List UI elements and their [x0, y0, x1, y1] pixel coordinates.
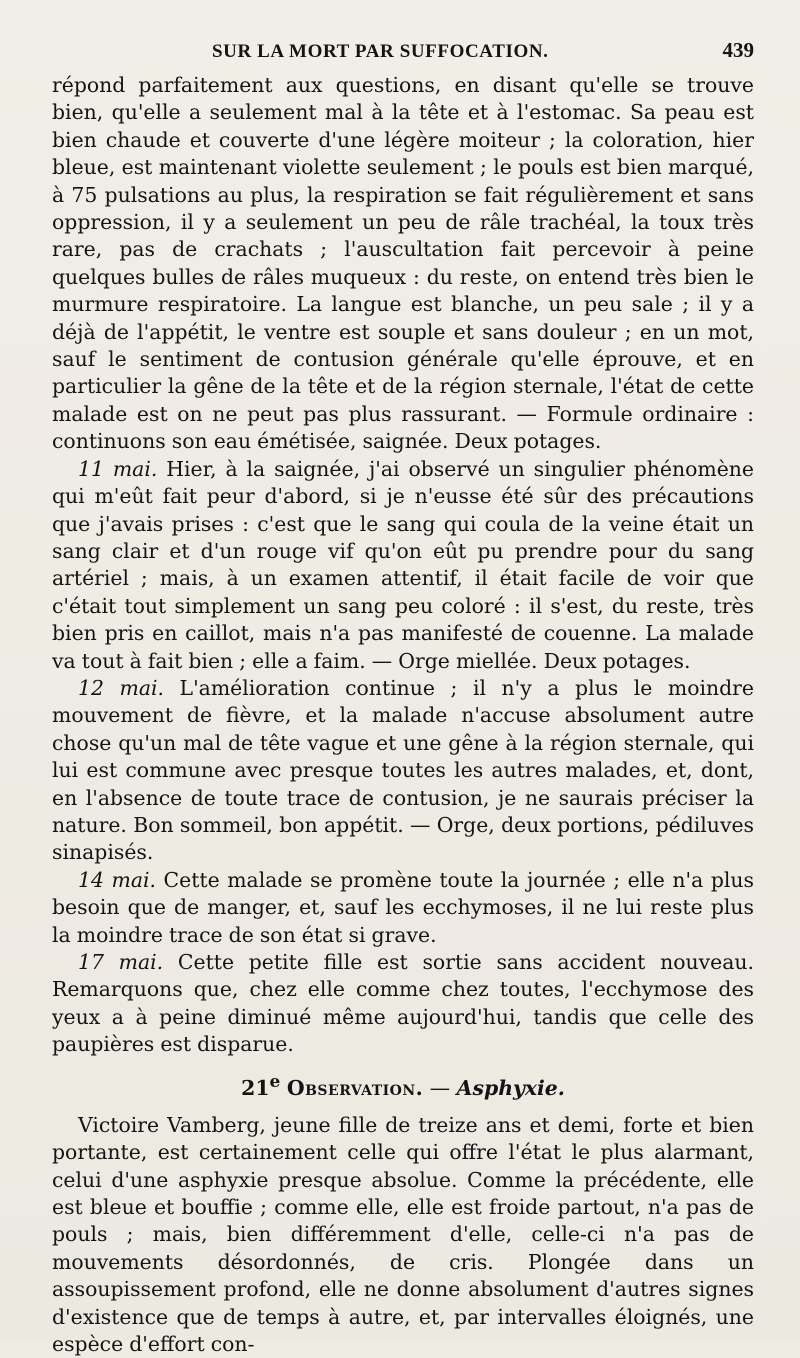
page-number: 439 — [722, 38, 754, 62]
entry-text: Cette malade se promène toute la journée ; elle n'a plus besoin que de manger, et, sauf les ecchymoses, il ne lui reste plus la moindre trace de son état si grave. — [52, 867, 755, 947]
paragraph-continued: répond parfaitement aux questions, en disant qu'elle se trouve bien, qu'elle a seulement mal à la tête et à l'estomac. Sa peau est bien chaude et couverte d'une légère moiteur ; la coloration, hier bleue, est maintenant violette seulement ; le pouls est bien marqué, à 75 pulsations au plus, la respiration se fait régulièrement et sans oppression, il y a seulement un peu de râle trachéal, la toux très rare, pas de crachats ; l'auscultation fait percevoir à peine quelques bulles de râles muqueux : du reste, on entend très bien le murmure respiratoire. La langue est blanche, un peu sale ; il y a déjà de l'appétit, le ventre est souple et sans douleur ; en un mot, sauf le sentiment de contusion générale qu'elle éprouve, et en particulier la gêne de la tête et de la région sternale, l'état de cette malade est on ne peut pas plus rassurant. — Formule ordinaire : continuons son eau émétisée, saignée. Deux potages. — [52, 73, 754, 454]
observation-subject: Asphyxie. — [456, 1075, 565, 1100]
entry-text: Cette petite fille est sortie sans accident nouveau. Remarquons que, chez elle comme chez toutes, l'ecchymose des yeux a à peine diminué même aujourd'hui, tandis que celle des paupières est disparue. — [52, 950, 754, 1057]
body-text — [52, 72, 754, 1358]
paragraph-observation-21: Victoire Vamberg, jeune fille de treize ans et demi, forte et bien portante, est certainement celle qui offre l'état le plus alarmant, celui d'une asphyxie presque absolue. Comme la précédente, elle est bleue et bouffie ; comme elle, elle est froide partout, n'a pas de pouls ; mais, bien différemment d'elle, celle-ci n'a pas de mouvements désordonnés, de cris. Plongée dans un assoupissement profond, elle ne donne absolument d'autres signes d'existence que de temps à autre, et, par intervalles éloignés, une espèce d'effort con- — [52, 1112, 754, 1357]
observation-number: 21 — [241, 1075, 270, 1100]
entry-text: L'amélioration continue ; il n'y a plus le moindre mouvement de fièvre, et la malade n'accuse absolument autre chose qu'un mal de tête vague et une gêne à la région sternale, qui lui est commune avec presque toutes les autres malades, et, dont, en l'absence de toute trace de contusion, je ne saurais préciser la nature. Bon sommeil, bon appétit. — Orge, deux portions, pédiluves sinapisés. — [52, 675, 754, 865]
paragraph-entry-17-mai — [52, 949, 754, 1059]
entry-date: 17 mai. — [78, 950, 164, 974]
paragraph-entry-12-mai — [52, 675, 754, 867]
entry-date: 12 mai. — [78, 675, 164, 700]
running-head — [212, 38, 754, 72]
observation-label: Observation. — [286, 1075, 424, 1100]
observation-heading — [52, 1069, 754, 1102]
entry-text: Hier, à la saignée, j'ai observé un singulier phénomène qui m'eût fait peur d'abord, si je n'eusse été sûr des précautions que j'avais prises : c'est que le sang qui coula de la veine était un sang clair et d'un rouge vif qu'on eût pu prendre pour du sang artériel ; mais, à un examen attentif, il était facile de voir que c'était tout simplement un sang peu coloré : il s'est, du reste, très bien pris en caillot, mais n'a pas manifesté de couenne. La malade va tout à fait bien ; elle a faim. — Orge miellée. Deux potages. — [52, 456, 755, 673]
entry-date: 14 mai. — [78, 867, 156, 892]
paragraph-entry-11-mai — [52, 456, 754, 675]
observation-dash: — — [423, 1075, 457, 1100]
observation-number-suffix: e — [269, 1071, 281, 1092]
entry-date: 11 mai. — [78, 456, 158, 481]
running-title: SUR LA MORT PAR SUFFOCATION. — [212, 41, 549, 62]
paragraph-entry-14-mai — [52, 867, 754, 949]
